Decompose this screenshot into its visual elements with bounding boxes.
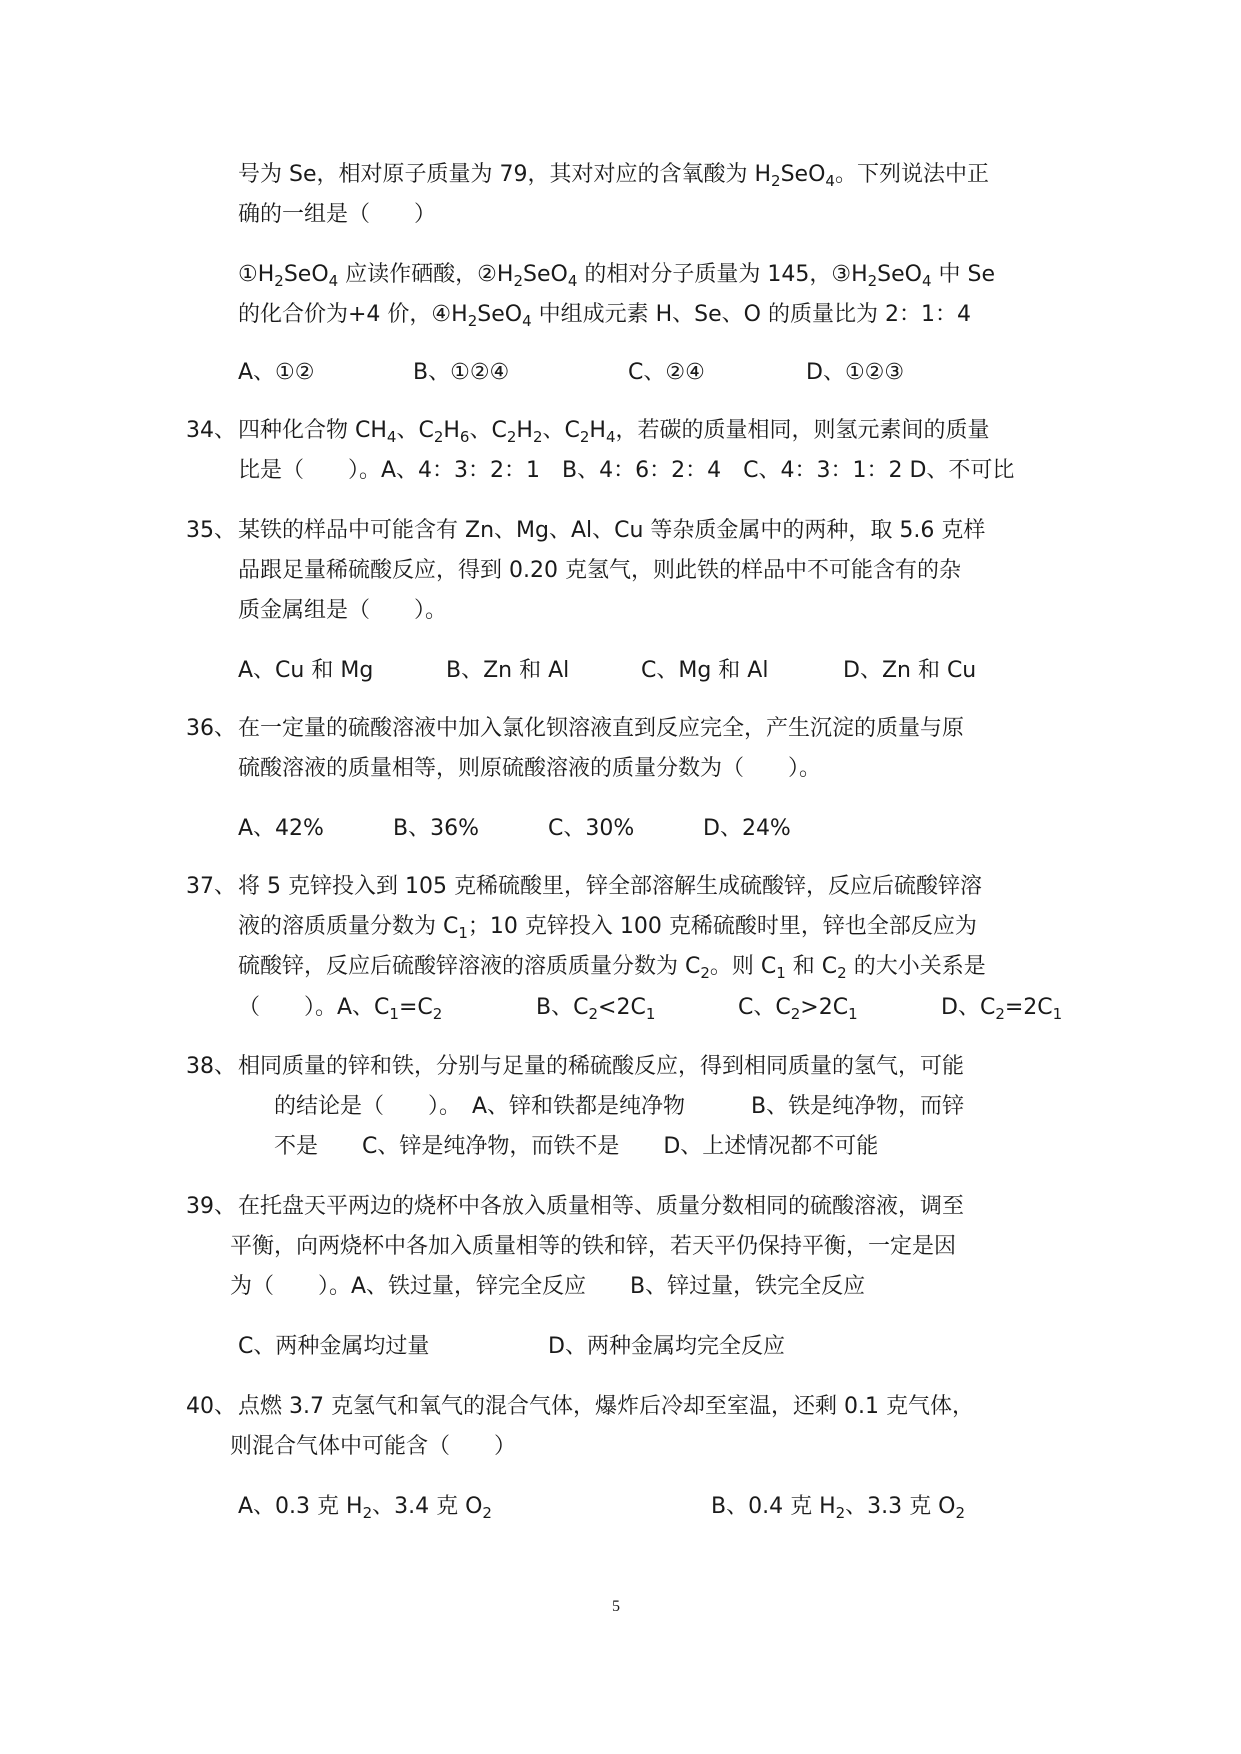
q33-option-a: A、①②	[238, 360, 315, 385]
q34-line-2: 比是（ ）。A、4：3：2：1 B、4：6：2：4 C、4：3：1：2 D、不可比	[238, 458, 1015, 483]
q40-line-1: 点燃 3.7 克氢气和氧气的混合气体，爆炸后冷却至室温，还剩 0.1 克气体，	[238, 1394, 974, 1419]
q39-line-2: 平衡，向两烧杯中各加入质量相等的铁和锌，若天平仍保持平衡，一定是因	[230, 1234, 957, 1259]
q40-number: 40、	[186, 1394, 236, 1419]
q37-line-3: 硫酸锌，反应后硫酸锌溶液的溶质质量分数为 $C_2$。则 $C_1$ 和 $C_2$ 的大小关系是	[238, 954, 986, 982]
q38-line-1: 相同质量的锌和铁，分别与足量的稀硫酸反应，得到相同质量的氢气，可能	[238, 1054, 965, 1079]
q35-option-b: B、Zn 和 Al	[446, 658, 570, 683]
q35-line-1: 某铁的样品中可能含有 Zn、Mg、Al、Cu 等杂质金属中的两种，取 5.6 克样	[238, 518, 986, 543]
q39-line-1: 在托盘天平两边的烧杯中各放入质量相等、质量分数相同的硫酸溶液，调至	[238, 1194, 965, 1219]
q33-option-c: C、②④	[628, 360, 705, 385]
q36-option-a: A、42%	[238, 816, 324, 841]
q35-line-3: 质金属组是（ ）。	[238, 598, 448, 623]
q39-option-c: C、两种金属均过量	[238, 1334, 430, 1359]
q38-number: 38、	[186, 1054, 236, 1079]
q38-line-2: 的结论是（ ）。 A、锌和铁都是纯净物 B、铁是纯净物，而锌	[274, 1094, 965, 1119]
q37-option-d: D、$C_2=2C_1$	[941, 995, 1063, 1023]
q36-number: 36、	[186, 716, 236, 741]
q37-line-1: 将 5 克锌投入到 105 克稀硫酸里，锌全部溶解生成硫酸锌，反应后硫酸锌溶	[238, 874, 982, 899]
q38-line-3: 不是 C、锌是纯净物，而铁不是 D、上述情况都不可能	[274, 1134, 879, 1159]
q35-option-a: A、Cu 和 Mg	[238, 658, 374, 683]
q35-option-c: C、Mg 和 Al	[641, 658, 769, 683]
q40-option-a: A、0.3 克 $H_2$、3.4 克 $O_2$	[238, 1494, 492, 1522]
q40-option-b: B、0.4 克 $H_2$、3.3 克 $O_2$	[711, 1494, 966, 1522]
q39-number: 39、	[186, 1194, 236, 1219]
q37-number: 37、	[186, 874, 236, 899]
q33-statement-line-1: $①H_2SeO_4$ 应读作硒酸，$②H_2SeO_4$ 的相对分子质量为 145，$③H_2SeO_4$ 中 Se	[238, 262, 996, 290]
q37-option-c: C、$C_2>2C_1$	[738, 995, 858, 1023]
q37-line-4-option-a: （ ）。A、$C_1=C_2$	[238, 995, 443, 1023]
q35-option-d: D、Zn 和 Cu	[843, 658, 977, 683]
q36-option-b: B、36%	[393, 816, 479, 841]
q36-option-d: D、24%	[703, 816, 791, 841]
q35-number: 35、	[186, 518, 236, 543]
q37-option-b: B、$C_2<2C_1$	[536, 995, 656, 1023]
q36-line-1: 在一定量的硫酸溶液中加入氯化钡溶液直到反应完全，产生沉淀的质量与原	[238, 716, 965, 741]
q34-line-1: 四种化合物 $CH_4$、$C_2H_6$、$C_2H_2$、$C_2H_4$，若碳的质量相同，则氢元素间的质量	[238, 418, 990, 446]
q33-option-b: B、①②④	[413, 360, 510, 385]
q39-line-3: 为（ ）。A、铁过量，锌完全反应 B、锌过量，铁完全反应	[230, 1274, 866, 1299]
q33-line-2: 确的一组是（ ）	[238, 202, 437, 227]
q33-statement-line-2: 的化合价为+4 价，$④H_2SeO_4$ 中组成元素 H、Se、O 的质量比为 2：1：4	[238, 302, 971, 330]
q37-line-2: 液的溶质质量分数为 $C_1$；10 克锌投入 100 克稀硫酸时里，锌也全部反应为	[238, 914, 977, 942]
q36-option-c: C、30%	[548, 816, 635, 841]
q34-number: 34、	[186, 418, 236, 443]
q40-line-2: 则混合气体中可能含（ ）	[230, 1434, 517, 1459]
page-number: 5	[612, 1598, 620, 1615]
q35-line-2: 品跟足量稀硫酸反应，得到 0.20 克氢气，则此铁的样品中不可能含有的杂	[238, 558, 961, 583]
q33-option-d: D、①②③	[806, 360, 905, 385]
q39-option-d: D、两种金属均完全反应	[548, 1334, 785, 1359]
q36-line-2: 硫酸溶液的质量相等，则原硫酸溶液的质量分数为（ ）。	[238, 756, 822, 781]
q33-line-1: 号为 Se，相对原子质量为 79，其对对应的含氧酸为 $H_2SeO_4$。下列说法中正	[238, 162, 989, 190]
